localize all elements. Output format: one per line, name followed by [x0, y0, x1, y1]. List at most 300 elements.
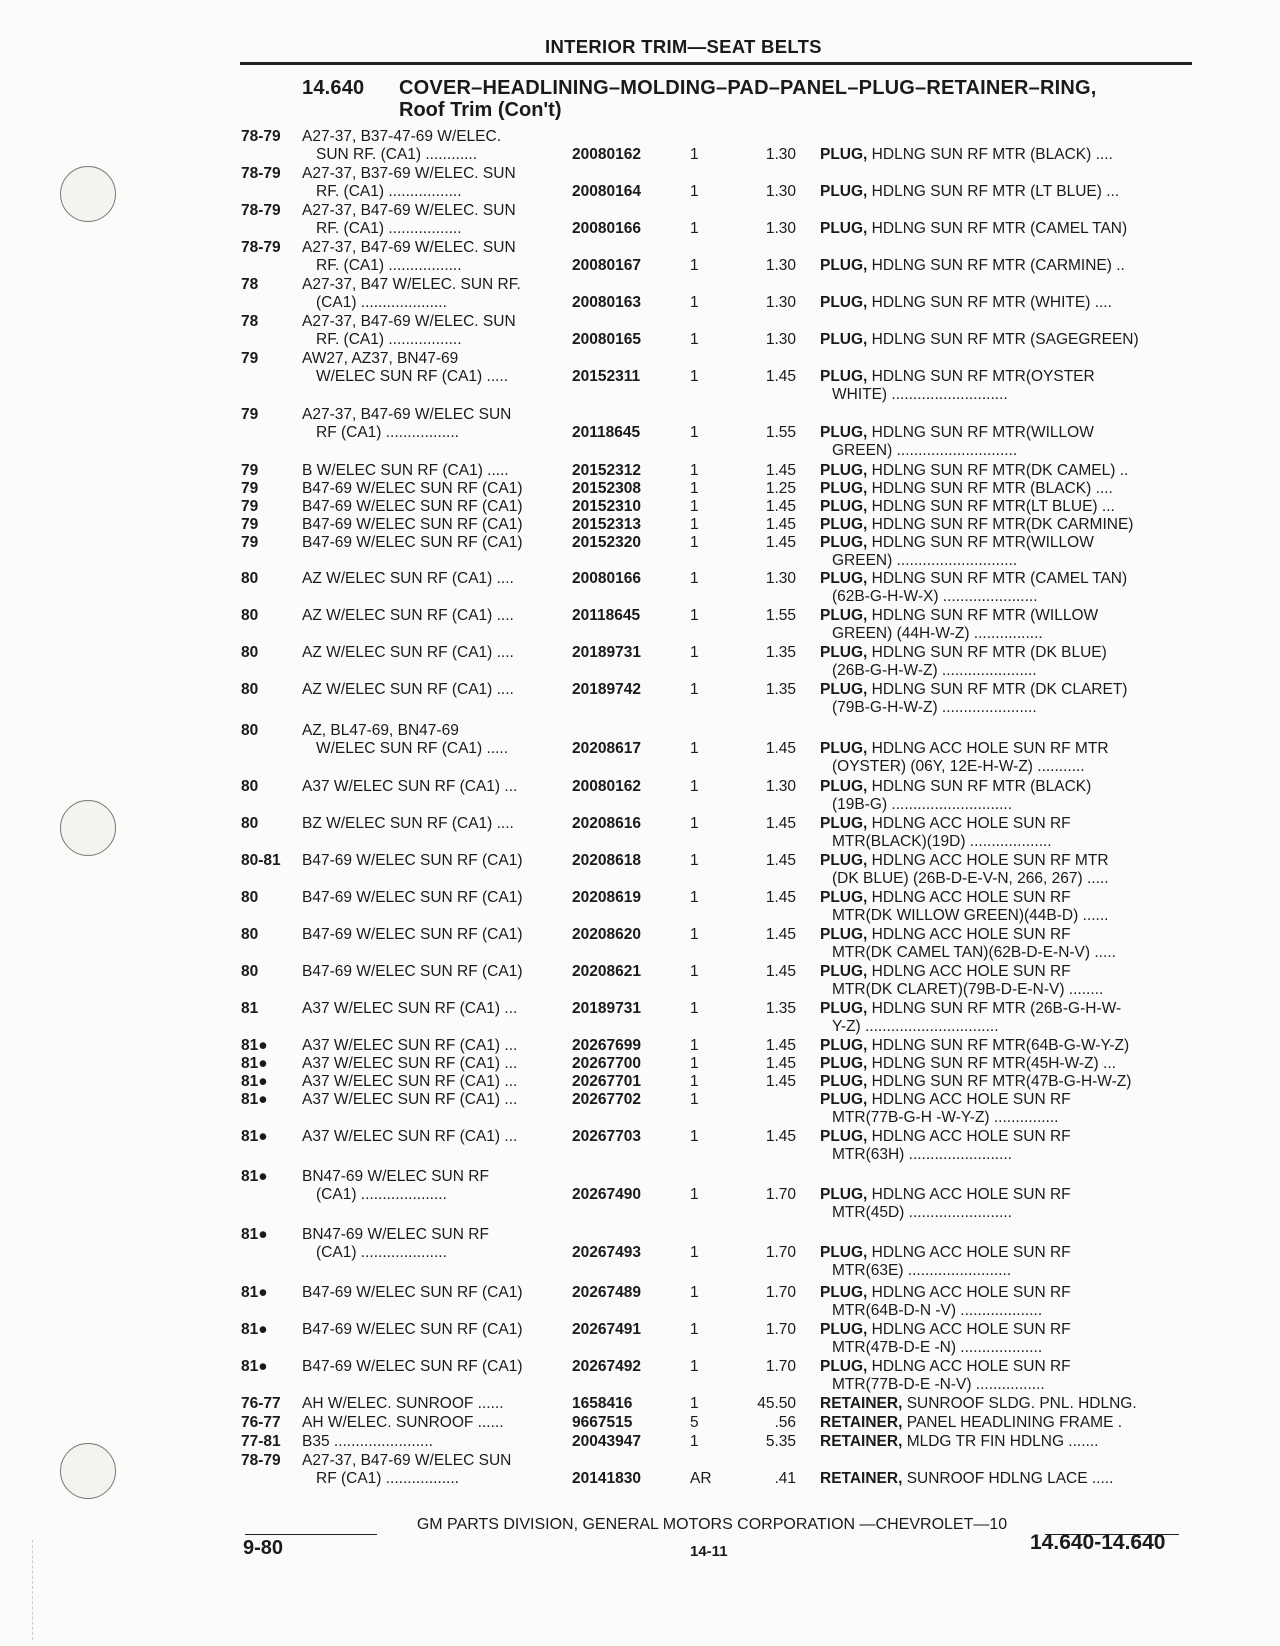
- part-name-cont: (19B-G) ............................: [832, 796, 1013, 813]
- quantity: 1: [690, 815, 699, 832]
- quantity: 1: [690, 1358, 699, 1375]
- list-price: 1.45: [765, 498, 796, 515]
- part-noun: PLUG,: [820, 534, 868, 551]
- quantity: 1: [690, 480, 699, 497]
- part-noun: PLUG,: [820, 1055, 868, 1072]
- quantity: 1: [690, 146, 699, 163]
- list-price: 5.35: [765, 1433, 796, 1450]
- section-heading: [302, 77, 1097, 100]
- quantity: 1: [690, 1395, 699, 1412]
- model-year: 81●: [241, 1284, 268, 1301]
- quantity: 1: [690, 331, 699, 348]
- part-name: PLUG, HDLNG SUN RF MTR(OYSTER: [820, 368, 1095, 385]
- list-price: 1.35: [765, 644, 796, 661]
- model-year: 76-77: [241, 1395, 281, 1412]
- part-name: PLUG, HDLNG ACC HOLE SUN RF MTR: [820, 852, 1109, 869]
- part-name: PLUG, HDLNG ACC HOLE SUN RF: [820, 1091, 1071, 1108]
- list-price: 1.30: [765, 183, 796, 200]
- part-name: RETAINER, SUNROOF HDLNG LACE .....: [820, 1470, 1114, 1487]
- part-noun: PLUG,: [820, 852, 868, 869]
- usage-description: B47-69 W/ELEC SUN RF (CA1): [302, 926, 523, 943]
- model-year: 81●: [241, 1168, 268, 1185]
- model-year: 80: [241, 722, 259, 739]
- list-price: 1.70: [765, 1244, 796, 1261]
- section-title: COVER–HEADLINING–MOLDING–PAD–PANEL–PLUG–RETAINER–RING,: [399, 77, 1097, 99]
- part-name: PLUG, HDLNG SUN RF MTR (WHITE) ....: [820, 294, 1112, 311]
- model-year: 80: [241, 889, 259, 906]
- list-price: .41: [774, 1470, 796, 1487]
- part-number: 20189742: [572, 681, 641, 698]
- part-noun: PLUG,: [820, 183, 868, 200]
- usage-description: B47-69 W/ELEC SUN RF (CA1): [302, 963, 523, 980]
- part-number: 20080162: [572, 146, 641, 163]
- binder-hole-top: [60, 166, 116, 222]
- part-number: 20152310: [572, 498, 641, 515]
- usage-description: AZ W/ELEC SUN RF (CA1) ....: [302, 570, 514, 587]
- part-name: PLUG, HDLNG ACC HOLE SUN RF MTR: [820, 740, 1109, 757]
- part-name-cont: MTR(77B-D-E -N-V) ................: [832, 1376, 1045, 1393]
- quantity: 1: [690, 1073, 699, 1090]
- model-year: 81●: [241, 1321, 268, 1338]
- part-name-cont: MTR(45D) ........................: [832, 1204, 1012, 1221]
- usage-description: AZ, BL47-69, BN47-69: [302, 722, 459, 739]
- part-noun: PLUG,: [820, 368, 868, 385]
- quantity: 1: [690, 681, 699, 698]
- part-name: PLUG, HDLNG SUN RF MTR (WILLOW: [820, 607, 1099, 624]
- part-name: PLUG, HDLNG SUN RF MTR(WILLOW: [820, 534, 1094, 551]
- part-noun: PLUG,: [820, 778, 868, 795]
- part-name-cont: GREEN) (44H-W-Z) ................: [832, 625, 1043, 642]
- part-noun: PLUG,: [820, 681, 868, 698]
- part-name: PLUG, HDLNG SUN RF MTR(WILLOW: [820, 424, 1094, 441]
- part-number: 20208618: [572, 852, 641, 869]
- usage-description-cont: RF (CA1) .................: [316, 1470, 459, 1487]
- usage-description: A37 W/ELEC SUN RF (CA1) ...: [302, 1037, 518, 1054]
- part-name-cont: (62B-G-H-W-X) ......................: [832, 588, 1038, 605]
- usage-description: A27-37, B47-69 W/ELEC. SUN: [302, 202, 516, 219]
- usage-description-cont: (CA1) ....................: [316, 1244, 447, 1261]
- quantity: 1: [690, 368, 699, 385]
- usage-description-cont: W/ELEC SUN RF (CA1) .....: [316, 368, 509, 385]
- quantity: 1: [690, 1433, 699, 1450]
- usage-description-cont: RF. (CA1) .................: [316, 331, 462, 348]
- quantity: AR: [690, 1470, 712, 1487]
- model-year: 78-79: [241, 165, 281, 182]
- usage-description: BN47-69 W/ELEC SUN RF: [302, 1226, 489, 1243]
- quantity: 1: [690, 1244, 699, 1261]
- part-number: 1658416: [572, 1395, 633, 1412]
- part-name: PLUG, HDLNG SUN RF MTR (CARMINE) ..: [820, 257, 1125, 274]
- usage-description: A27-37, B47-69 W/ELEC SUN: [302, 1452, 512, 1469]
- part-number: 20152320: [572, 534, 641, 551]
- list-price: 1.45: [765, 1037, 796, 1054]
- usage-description: A27-37, B37-69 W/ELEC. SUN: [302, 165, 516, 182]
- part-noun: RETAINER,: [820, 1470, 903, 1487]
- quantity: 1: [690, 1128, 699, 1145]
- usage-description: B35 .......................: [302, 1433, 433, 1450]
- part-number: 20267700: [572, 1055, 641, 1072]
- part-noun: PLUG,: [820, 480, 868, 497]
- part-name: PLUG, HDLNG ACC HOLE SUN RF: [820, 963, 1071, 980]
- list-price: 1.45: [765, 740, 796, 757]
- part-noun: PLUG,: [820, 498, 868, 515]
- usage-description: A27-37, B47-69 W/ELEC SUN: [302, 406, 512, 423]
- quantity: 1: [690, 963, 699, 980]
- part-noun: PLUG,: [820, 1244, 868, 1261]
- list-price: 1.55: [765, 607, 796, 624]
- list-price: 1.30: [765, 294, 796, 311]
- quantity: 1: [690, 424, 699, 441]
- part-noun: PLUG,: [820, 331, 868, 348]
- model-year: 78-79: [241, 1452, 281, 1469]
- usage-description: A37 W/ELEC SUN RF (CA1) ...: [302, 778, 518, 795]
- part-name-cont: GREEN) ............................: [832, 552, 1018, 569]
- model-year: 81: [241, 1000, 259, 1017]
- model-year: 81●: [241, 1073, 268, 1090]
- model-year: 80: [241, 570, 259, 587]
- list-price: 1.45: [765, 1055, 796, 1072]
- part-name-cont: (DK BLUE) (26B-D-E-V-N, 266, 267) .....: [832, 870, 1109, 887]
- part-name: PLUG, HDLNG SUN RF MTR (LT BLUE) ...: [820, 183, 1120, 200]
- part-number: 20208621: [572, 963, 641, 980]
- model-year: 81●: [241, 1128, 268, 1145]
- page-edge-mark: [32, 1540, 34, 1640]
- part-name-cont: Y-Z) ...............................: [832, 1018, 999, 1035]
- part-noun: PLUG,: [820, 1037, 868, 1054]
- quantity: 1: [690, 644, 699, 661]
- usage-description: AW27, AZ37, BN47-69: [302, 350, 459, 367]
- part-noun: PLUG,: [820, 570, 868, 587]
- list-price: 1.30: [765, 220, 796, 237]
- model-year: 79: [241, 350, 259, 367]
- quantity: 1: [690, 607, 699, 624]
- part-name: PLUG, HDLNG ACC HOLE SUN RF: [820, 1244, 1071, 1261]
- list-price: 1.45: [765, 852, 796, 869]
- quantity: 1: [690, 498, 699, 515]
- part-name: PLUG, HDLNG ACC HOLE SUN RF: [820, 1321, 1071, 1338]
- usage-description: B47-69 W/ELEC SUN RF (CA1): [302, 534, 523, 551]
- part-name: PLUG, HDLNG SUN RF MTR (BLACK) ....: [820, 146, 1113, 163]
- usage-description: B47-69 W/ELEC SUN RF (CA1): [302, 1321, 523, 1338]
- header-rule: [240, 62, 1192, 65]
- quantity: 1: [690, 740, 699, 757]
- model-year: 76-77: [241, 1414, 281, 1431]
- list-price: 1.45: [765, 534, 796, 551]
- part-name: PLUG, HDLNG SUN RF MTR(47B-G-H-W-Z): [820, 1073, 1132, 1090]
- model-year: 80: [241, 778, 259, 795]
- binder-hole-middle: [60, 800, 116, 856]
- list-price: 1.25: [765, 480, 796, 497]
- part-name: PLUG, HDLNG SUN RF MTR(LT BLUE) ...: [820, 498, 1115, 515]
- part-number: 20208619: [572, 889, 641, 906]
- part-number: 20080166: [572, 570, 641, 587]
- part-noun: PLUG,: [820, 1128, 868, 1145]
- usage-description: AH W/ELEC. SUNROOF ......: [302, 1414, 504, 1431]
- usage-description: A27-37, B47-69 W/ELEC. SUN: [302, 313, 516, 330]
- part-name-cont: (79B-G-H-W-Z) ......................: [832, 699, 1037, 716]
- part-number: 20141830: [572, 1470, 641, 1487]
- part-number: 20118645: [572, 607, 641, 624]
- part-number: 20208620: [572, 926, 641, 943]
- usage-description: A37 W/ELEC SUN RF (CA1) ...: [302, 1091, 518, 1108]
- part-name: RETAINER, PANEL HEADLINING FRAME .: [820, 1414, 1123, 1431]
- model-year: 79: [241, 534, 259, 551]
- part-number: 20152311: [572, 368, 641, 385]
- part-noun: PLUG,: [820, 220, 868, 237]
- quantity: 1: [690, 1321, 699, 1338]
- part-number: 20267701: [572, 1073, 641, 1090]
- model-year: 80-81: [241, 852, 281, 869]
- part-number: 20080162: [572, 778, 641, 795]
- quantity: 1: [690, 257, 699, 274]
- part-noun: RETAINER,: [820, 1414, 903, 1431]
- part-number: 20189731: [572, 1000, 641, 1017]
- binder-hole-bottom: [60, 1443, 116, 1499]
- model-year: 81●: [241, 1037, 268, 1054]
- part-name-cont: MTR(77B-G-H -W-Y-Z) ...............: [832, 1109, 1059, 1126]
- quantity: 1: [690, 462, 699, 479]
- model-year: 80: [241, 607, 259, 624]
- part-number: 20267492: [572, 1358, 641, 1375]
- usage-description: B47-69 W/ELEC SUN RF (CA1): [302, 498, 523, 515]
- part-name: PLUG, HDLNG ACC HOLE SUN RF: [820, 1358, 1071, 1375]
- usage-description: A37 W/ELEC SUN RF (CA1) ...: [302, 1128, 518, 1145]
- part-number: 20152312: [572, 462, 641, 479]
- footer-date: 9-80: [243, 1537, 284, 1559]
- part-noun: PLUG,: [820, 740, 868, 757]
- part-noun: RETAINER,: [820, 1395, 903, 1412]
- model-year: 79: [241, 516, 259, 533]
- list-price: .56: [774, 1414, 796, 1431]
- part-name-cont: MTR(64B-D-N -V) ...................: [832, 1302, 1043, 1319]
- list-price: 1.45: [765, 462, 796, 479]
- part-name-cont: MTR(DK CLARET)(79B-D-E-N-V) ........: [832, 981, 1104, 998]
- model-year: 81●: [241, 1358, 268, 1375]
- part-name: PLUG, HDLNG SUN RF MTR (CAMEL TAN): [820, 220, 1128, 237]
- usage-description-cont: RF (CA1) .................: [316, 424, 459, 441]
- quantity: 1: [690, 1091, 699, 1108]
- part-number: 20080163: [572, 294, 641, 311]
- list-price: 1.45: [765, 963, 796, 980]
- part-noun: PLUG,: [820, 424, 868, 441]
- usage-description: A27-37, B37-47-69 W/ELEC.: [302, 128, 502, 145]
- usage-description: AZ W/ELEC SUN RF (CA1) ....: [302, 681, 514, 698]
- section-subtitle: Roof Trim (Con't): [399, 99, 562, 121]
- part-name: PLUG, HDLNG SUN RF MTR (BLACK): [820, 778, 1092, 795]
- usage-description: B47-69 W/ELEC SUN RF (CA1): [302, 480, 523, 497]
- usage-description: AZ W/ELEC SUN RF (CA1) ....: [302, 644, 514, 661]
- model-year: 79: [241, 480, 259, 497]
- quantity: 1: [690, 183, 699, 200]
- model-year: 79: [241, 406, 259, 423]
- quantity: 1: [690, 220, 699, 237]
- usage-description: AH W/ELEC. SUNROOF ......: [302, 1395, 504, 1412]
- part-name: PLUG, HDLNG ACC HOLE SUN RF: [820, 1284, 1071, 1301]
- list-price: 1.45: [765, 889, 796, 906]
- part-name-cont: MTR(47B-D-E -N) ...................: [832, 1339, 1043, 1356]
- part-noun: PLUG,: [820, 1284, 868, 1301]
- model-year: 79: [241, 498, 259, 515]
- footer-group-range: 14.640-14.640: [1030, 1531, 1166, 1554]
- list-price: 1.30: [765, 146, 796, 163]
- model-year: 78: [241, 313, 259, 330]
- part-name-cont: MTR(63E) ........................: [832, 1262, 1012, 1279]
- model-year: 78: [241, 276, 259, 293]
- quantity: 1: [690, 778, 699, 795]
- part-name: PLUG, HDLNG SUN RF MTR(64B-G-W-Y-Z): [820, 1037, 1130, 1054]
- model-year: 77-81: [241, 1433, 281, 1450]
- part-noun: PLUG,: [820, 1358, 868, 1375]
- part-number: 20080167: [572, 257, 641, 274]
- part-number: 20267703: [572, 1128, 641, 1145]
- part-name: PLUG, HDLNG ACC HOLE SUN RF: [820, 1128, 1071, 1145]
- model-year: 78-79: [241, 202, 281, 219]
- part-name: RETAINER, MLDG TR FIN HDLNG .......: [820, 1433, 1099, 1450]
- part-noun: PLUG,: [820, 926, 868, 943]
- usage-description-cont: (CA1) ....................: [316, 1186, 447, 1203]
- part-noun: PLUG,: [820, 462, 868, 479]
- part-number: 20267489: [572, 1284, 641, 1301]
- usage-description: A27-37, B47-69 W/ELEC. SUN: [302, 239, 516, 256]
- part-noun: PLUG,: [820, 889, 868, 906]
- part-noun: PLUG,: [820, 644, 868, 661]
- list-price: 1.30: [765, 331, 796, 348]
- part-name: PLUG, HDLNG SUN RF MTR (BLACK) ....: [820, 480, 1113, 497]
- part-number: 20080166: [572, 220, 641, 237]
- model-year: 80: [241, 815, 259, 832]
- part-number: 20267699: [572, 1037, 641, 1054]
- footer-publisher: GM PARTS DIVISION, GENERAL MOTORS CORPORATION —CHEVROLET—10: [416, 1516, 1008, 1533]
- usage-description: B47-69 W/ELEC SUN RF (CA1): [302, 516, 523, 533]
- list-price: 45.50: [757, 1395, 796, 1412]
- list-price: 1.45: [765, 926, 796, 943]
- list-price: 1.45: [765, 368, 796, 385]
- usage-description-cont: RF. (CA1) .................: [316, 257, 462, 274]
- usage-description: B47-69 W/ELEC SUN RF (CA1): [302, 889, 523, 906]
- quantity: 1: [690, 1186, 699, 1203]
- usage-description-cont: (CA1) ....................: [316, 294, 447, 311]
- part-name: PLUG, HDLNG SUN RF MTR(DK CARMINE): [820, 516, 1134, 533]
- part-number: 20208616: [572, 815, 641, 832]
- usage-description: A27-37, B47 W/ELEC. SUN RF.: [302, 276, 521, 293]
- part-name-cont: (OYSTER) (06Y, 12E-H-W-Z) ...........: [832, 758, 1085, 775]
- part-noun: PLUG,: [820, 1186, 868, 1203]
- quantity: 1: [690, 294, 699, 311]
- part-noun: PLUG,: [820, 1073, 868, 1090]
- part-name-cont: MTR(63H) ........................: [832, 1146, 1012, 1163]
- model-year: 81●: [241, 1226, 268, 1243]
- part-number: 20152313: [572, 516, 641, 533]
- usage-description: BN47-69 W/ELEC SUN RF: [302, 1168, 489, 1185]
- usage-description-cont: RF. (CA1) .................: [316, 183, 462, 200]
- quantity: 1: [690, 1284, 699, 1301]
- page-header-title: INTERIOR TRIM—SEAT BELTS: [545, 36, 822, 57]
- part-name-cont: MTR(DK WILLOW GREEN)(44B-D) ......: [832, 907, 1109, 924]
- part-number: 20152308: [572, 480, 641, 497]
- usage-description-cont: RF. (CA1) .................: [316, 220, 462, 237]
- part-number: 20118645: [572, 424, 641, 441]
- list-price: 1.70: [765, 1358, 796, 1375]
- usage-description: B47-69 W/ELEC SUN RF (CA1): [302, 1358, 523, 1375]
- usage-description-cont: SUN RF. (CA1) ............: [316, 146, 478, 163]
- usage-description: A37 W/ELEC SUN RF (CA1) ...: [302, 1055, 518, 1072]
- part-number: 20267702: [572, 1091, 641, 1108]
- list-price: 1.30: [765, 570, 796, 587]
- part-name: PLUG, HDLNG SUN RF MTR(45H-W-Z) ...: [820, 1055, 1116, 1072]
- usage-description: B47-69 W/ELEC SUN RF (CA1): [302, 1284, 523, 1301]
- usage-description: A37 W/ELEC SUN RF (CA1) ...: [302, 1073, 518, 1090]
- quantity: 1: [690, 1055, 699, 1072]
- part-name: PLUG, HDLNG SUN RF MTR (CAMEL TAN): [820, 570, 1128, 587]
- part-name: PLUG, HDLNG ACC HOLE SUN RF: [820, 889, 1071, 906]
- list-price: 1.55: [765, 424, 796, 441]
- part-name-cont: GREEN) ............................: [832, 442, 1018, 459]
- quantity: 1: [690, 889, 699, 906]
- list-price: 1.35: [765, 681, 796, 698]
- quantity: 1: [690, 852, 699, 869]
- model-year: 80: [241, 926, 259, 943]
- part-number: 20267490: [572, 1186, 641, 1203]
- part-noun: PLUG,: [820, 815, 868, 832]
- part-name-cont: (26B-G-H-W-Z) ......................: [832, 662, 1037, 679]
- usage-description: B47-69 W/ELEC SUN RF (CA1): [302, 852, 523, 869]
- part-name: PLUG, HDLNG SUN RF MTR (DK CLARET): [820, 681, 1128, 698]
- model-year: 79: [241, 462, 259, 479]
- part-noun: PLUG,: [820, 607, 868, 624]
- quantity: 1: [690, 1037, 699, 1054]
- part-name-cont: WHITE) ...........................: [832, 386, 1008, 403]
- part-noun: PLUG,: [820, 1091, 868, 1108]
- model-year: 80: [241, 644, 259, 661]
- model-year: 81●: [241, 1091, 268, 1108]
- part-name: PLUG, HDLNG SUN RF MTR (SAGEGREEN): [820, 331, 1139, 348]
- model-year: 80: [241, 681, 259, 698]
- part-name: PLUG, HDLNG SUN RF MTR (26B-G-H-W-: [820, 1000, 1122, 1017]
- list-price: 1.45: [765, 516, 796, 533]
- model-year: 78-79: [241, 239, 281, 256]
- quantity: 1: [690, 926, 699, 943]
- part-name: PLUG, HDLNG ACC HOLE SUN RF: [820, 815, 1071, 832]
- part-number: 9667515: [572, 1414, 633, 1431]
- part-noun: PLUG,: [820, 1000, 868, 1017]
- usage-description: B W/ELEC SUN RF (CA1) .....: [302, 462, 509, 479]
- part-noun: PLUG,: [820, 294, 868, 311]
- list-price: 1.35: [765, 1000, 796, 1017]
- part-name-cont: MTR(DK CAMEL TAN)(62B-D-E-N-V) .....: [832, 944, 1116, 961]
- part-number: 20080164: [572, 183, 641, 200]
- footer-rule-left: [245, 1534, 377, 1535]
- part-number: 20043947: [572, 1433, 641, 1450]
- part-number: 20189731: [572, 644, 641, 661]
- footer-page-number: 14-11: [690, 1543, 728, 1560]
- part-number: 20208617: [572, 740, 641, 757]
- list-price: 1.30: [765, 257, 796, 274]
- usage-description: A37 W/ELEC SUN RF (CA1) ...: [302, 1000, 518, 1017]
- quantity: 1: [690, 516, 699, 533]
- usage-description: BZ W/ELEC SUN RF (CA1) ....: [302, 815, 514, 832]
- model-year: 80: [241, 963, 259, 980]
- model-year: 78-79: [241, 128, 281, 145]
- part-noun: RETAINER,: [820, 1433, 903, 1450]
- part-name-cont: MTR(BLACK)(19D) ...................: [832, 833, 1052, 850]
- list-price: 1.45: [765, 1073, 796, 1090]
- part-name: PLUG, HDLNG SUN RF MTR (DK BLUE): [820, 644, 1107, 661]
- part-name: PLUG, HDLNG SUN RF MTR(DK CAMEL) ..: [820, 462, 1129, 479]
- usage-description: AZ W/ELEC SUN RF (CA1) ....: [302, 607, 514, 624]
- part-noun: PLUG,: [820, 146, 868, 163]
- list-price: 1.45: [765, 815, 796, 832]
- list-price: 1.45: [765, 1128, 796, 1145]
